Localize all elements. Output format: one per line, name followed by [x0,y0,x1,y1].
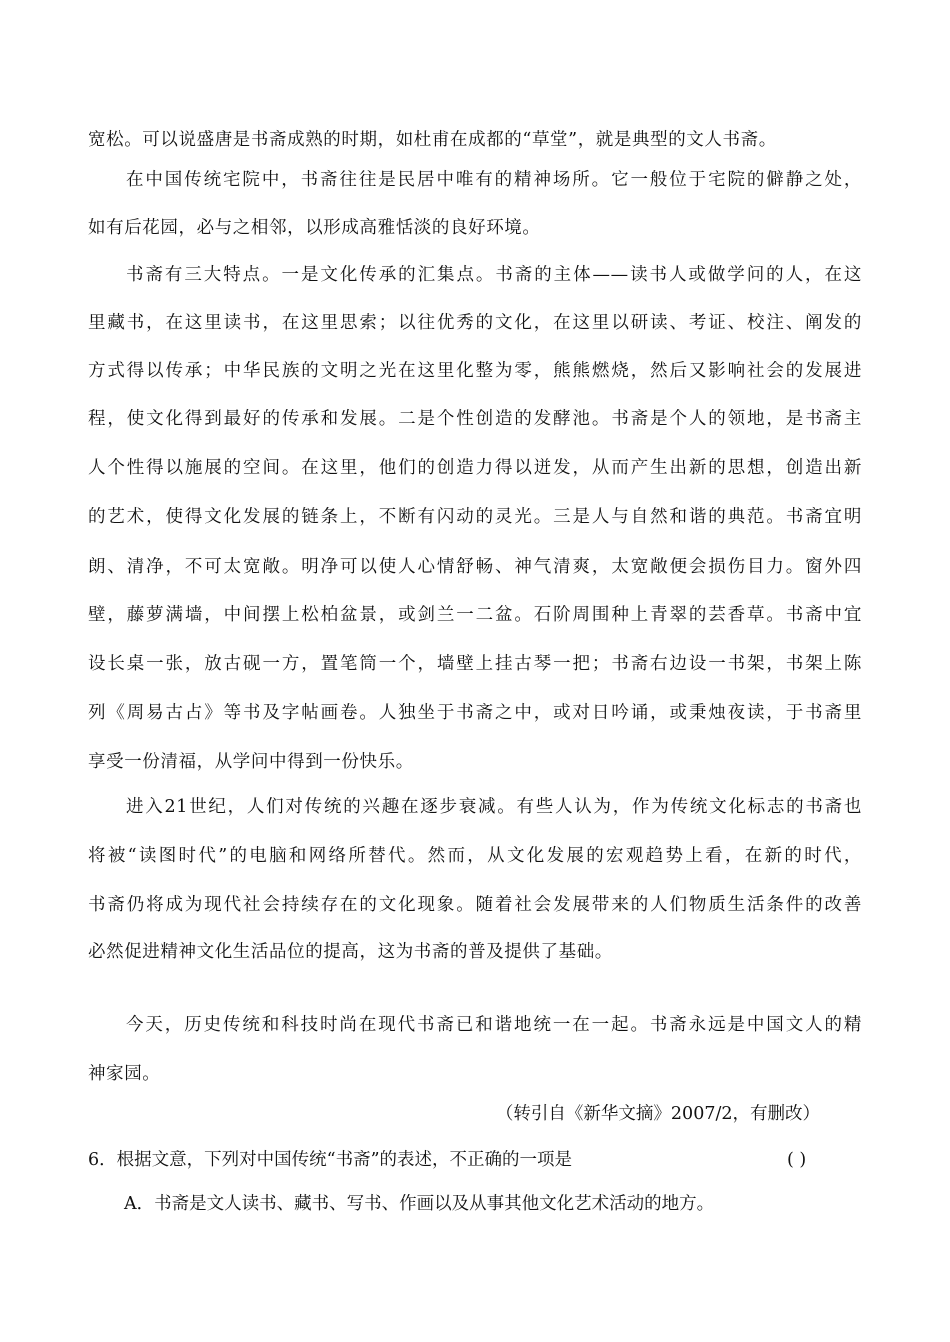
option-letter: A． [124,1194,155,1214]
paragraph-line: 设长桌一张，放古砚一方，置笔筒一个，墙壁上挂古琴一把；书斋右边设一书架，书架上陈 [88,654,862,674]
paragraph-line: 进入21世纪，人们对传统的兴趣在逐步衰减。有些人认为，作为传统文化标志的书斋也 [126,797,862,817]
paragraph-line: 的艺术，使得文化发展的链条上，不断有闪动的灵光。三是人与自然和谐的典范。书斋宜明 [88,507,862,527]
paragraph-line: 在中国传统宅院中，书斋往往是民居中唯有的精神场所。它一般位于宅院的僻静之处， [126,170,862,190]
paragraph-line: 朗、清净，不可太宽敞。明净可以使人心情舒畅、神气清爽，太宽敞便会损伤目力。窗外四 [88,557,862,577]
paragraph-line: 神家园。 [88,1064,161,1084]
paragraph-line: 将被“读图时代”的电脑和网络所替代。然而，从文化发展的宏观趋势上看，在新的时代， [88,846,862,866]
question-number: 6． [88,1150,117,1170]
paragraph-line: 如有后花园，必与之相邻，以形成高雅恬淡的良好环境。 [88,218,541,238]
paragraph-line: 必然促进精神文化生活品位的提高，这为书斋的普及提供了基础。 [88,942,613,962]
option-text: 书斋是文人读书、藏书、写书、作画以及从事其他文化艺术活动的地方。 [154,1194,715,1214]
question-text: 根据文意，下列对中国传统“书斋”的表述，不正确的一项是 [116,1150,573,1170]
paragraph-line: 今天，历史传统和科技时尚在现代书斋已和谐地统一在一起。书斋永远是中国文人的精 [126,1015,862,1035]
paragraph-line: 人个性得以施展的空间。在这里，他们的创造力得以迸发，从而产生出新的思想，创造出新 [88,458,862,478]
paragraph-line: 列《周易古占》等书及字帖画卷。人独坐于书斋之中，或对日吟诵，或秉烛夜读，于书斋里 [88,703,862,723]
paragraph-line: 壁，藤萝满墙，中间摆上松柏盆景，或剑兰一二盆。石阶周围种上青翠的芸香草。书斋中宜 [88,605,862,625]
paragraph-line: 方式得以传承；中华民族的文明之光在这里化整为零，熊熊燃烧，然后又影响社会的发展进 [88,361,862,381]
paragraph-line: 书斋有三大特点。一是文化传承的汇集点。书斋的主体——读书人或做学问的人，在这 [126,265,862,285]
paragraph-line: 程，使文化得到最好的传承和发展。二是个性创造的发酵池。书斋是个人的领地，是书斋主 [88,409,862,429]
paragraph-line: 享受一份清福，从学问中得到一份快乐。 [88,752,414,772]
option-a [124,1192,714,1216]
paragraph-line: 里藏书，在这里读书，在这里思索；以往优秀的文化，在这里以研读、考证、校注、阐发的 [88,313,862,333]
source-citation: （转引自《新华文摘》2007/2，有删改） [495,1104,820,1124]
answer-blank: ( ) [787,1150,807,1170]
paragraph-line: 宽松。可以说盛唐是书斋成熟的时期，如杜甫在成都的“草堂”，就是典型的文人书斋。 [88,130,777,150]
paragraph-line: 书斋仍将成为现代社会持续存在的文化现象。随着社会发展带来的人们物质生活条件的改善 [88,895,862,915]
question-stem [88,1148,572,1172]
